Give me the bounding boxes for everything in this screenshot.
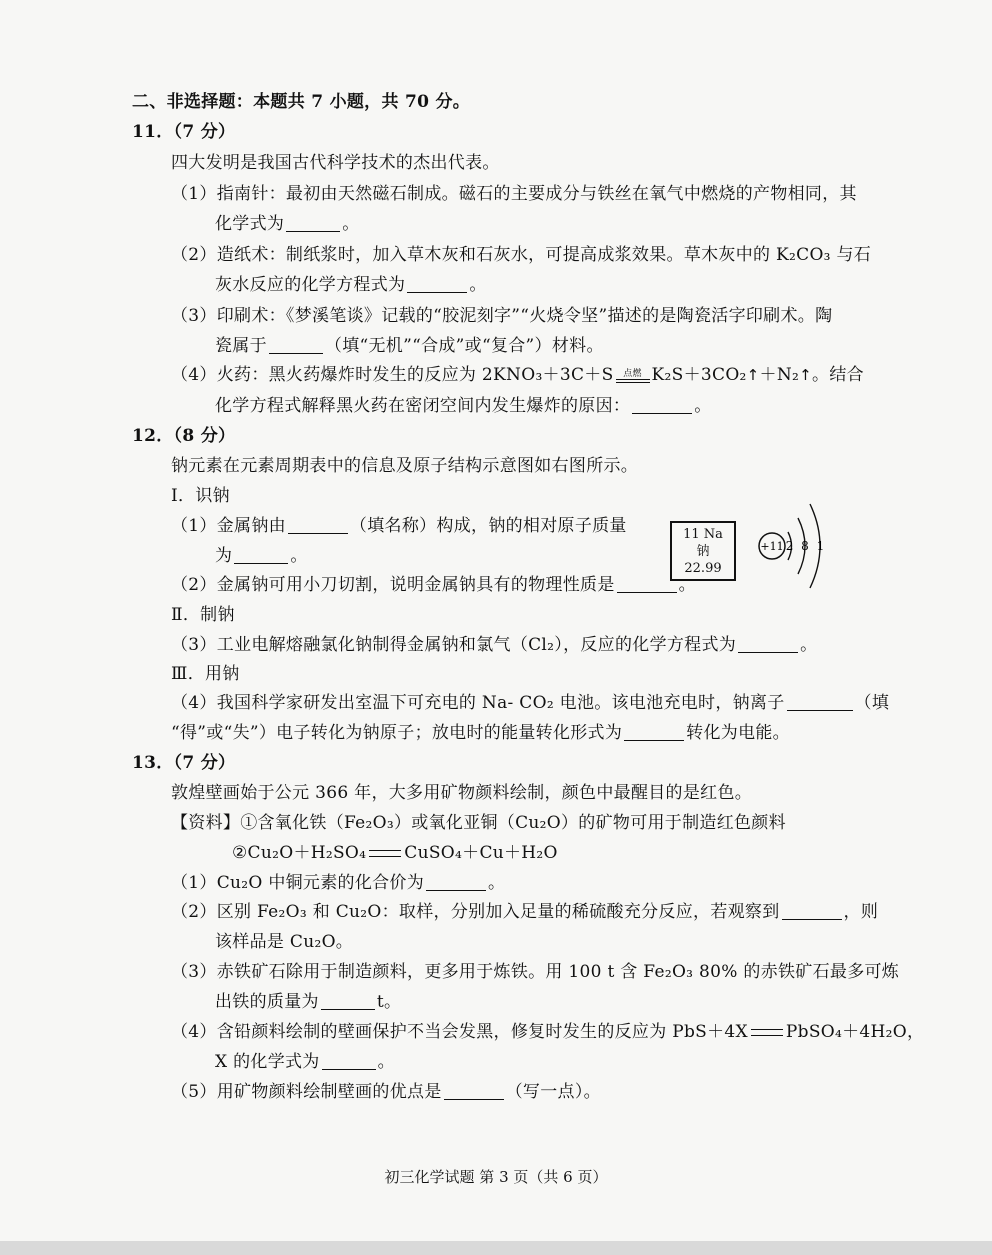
q13-p3-line2 [215,990,401,1014]
q13-p5-end: （写一点）。 [505,1082,601,1102]
section-heading: 二、非选择题：本题共 7 小题，共 70 分。 [132,92,471,112]
q11-p3-blank[interactable] [269,335,323,354]
q13-info2-reactants: ②Cu₂O＋H₂SO₄ [232,843,367,863]
electron-counts: 2 8 1 [785,539,827,553]
q13-p4-reactants: （4）含铅颜料绘制的壁画保护不当会发黑，修复时发生的反应为 PbS＋4X [171,1022,748,1042]
q12-p2-text: （2）金属钠可用小刀切割，说明金属钠具有的物理性质是 [171,575,615,595]
element-number: 11 [683,527,700,542]
q11-p1-line2 [215,212,360,236]
q13-p5-text: （5）用矿物颜料绘制壁画的优点是 [171,1082,442,1102]
q11-p3-line2 [215,334,604,358]
page-footer: 初三化学试题 第 3 页（共 6 页） [384,1168,608,1186]
q13-p2-line1 [171,900,878,924]
q11-p3-line1: （3）印刷术：《梦溪笔谈》记载的“胶泥刻字”“火烧令坚”描述的是陶瓷活字印刷术。陶 [171,306,833,326]
q12-section1: Ⅰ．识钠 [171,486,230,506]
q11-p2-end: 。 [469,275,487,295]
q11-p4-blank[interactable] [632,395,692,414]
q11-p1-line1: （1）指南针：最初由天然磁石制成。磁石的主要成分与铁丝在氧气中燃烧的产物相同，其 [171,184,857,204]
q12-p2-blank[interactable] [617,574,677,593]
q11-p4-end2: 。 [694,396,712,416]
nucleus-charge: +11 [760,540,784,553]
q13-p4-line2 [215,1050,395,1074]
q11-p4-products: K₂S＋3CO₂ [651,365,747,385]
q12-p4-end: 转化为电能。 [686,723,790,743]
q11-p2-blank[interactable] [407,274,467,293]
q12-section3: Ⅲ．用钠 [171,664,240,684]
q12-p1-text: （1）金属钠由 [171,516,286,536]
q13-p3-unit: t。 [376,992,402,1012]
q13-intro: 敦煌壁画始于公元 366 年，大多用矿物颜料绘制，颜色中最醒目的是红色。 [171,783,753,803]
q12-p4-text: （4）我国科学家研发出室温下可充电的 Na- CO₂ 电池。该电池充电时，钠离子 [171,693,785,713]
q12-p1-rest: （填名称）构成，钠的相对原子质量 [349,516,627,536]
q13-p2-blank[interactable] [782,901,842,920]
q11-p4-end: 。结合 [812,365,864,385]
q12-p3-text: （3）工业电解熔融氯化钠制得金属钠和氯气（Cl₂），反应的化学方程式为 [171,635,737,655]
q12-p1-line2 [215,544,308,568]
q13-info1: 【资料】①含氧化铁（Fe₂O₃）或氧化亚铜（Cu₂O）的矿物可用于制造红色颜料 [171,813,786,833]
q13-p4-products: PbSO₄＋4H₂O， [785,1022,925,1042]
q11-p2-line1: （2）造纸术：制纸浆时，加入草木灰和石灰水，可提高成浆效果。草木灰中的 K₂CO₃ 与石 [171,245,872,265]
scan-edge [0,1241,992,1255]
q11-p4-reactants: （4）火药：黑火药爆炸时发生的反应为 2KNO₃＋3C＋S [171,365,614,385]
ignition-label: 点燃 [623,368,642,379]
q11-p1-end: 。 [342,214,360,234]
ignition-condition [616,369,650,383]
q12-p1-end: 。 [290,546,308,566]
q13-p3-blank[interactable] [321,991,375,1010]
q11-intro: 四大发明是我国古代科学技术的杰出代表。 [171,153,500,173]
q13-p1-end: 。 [488,873,506,893]
q13-info2 [232,841,558,865]
q12-p1-blank[interactable] [288,515,348,534]
q11-header: 11．（7 分） [132,122,236,142]
equals-bar [616,379,650,383]
q12-p4-blank1[interactable] [787,692,853,711]
element-symbol: Na [703,527,723,542]
q11-p2-line2 [215,273,487,297]
q12-p4-line2 [171,721,790,745]
q12-intro: 钠元素在元素周期表中的信息及原子结构示意图如右图所示。 [171,456,639,476]
q13-p3-text: 出铁的质量为 [215,992,319,1012]
q12-p1-blank2[interactable] [234,545,288,564]
q13-p4-end: 。 [377,1052,395,1072]
q12-p4-line1 [171,691,889,715]
q13-p1 [171,871,505,895]
q13-p2-line2: 该样品是 Cu₂O。 [215,932,354,952]
sodium-atom-diagram [754,496,834,596]
q13-info2-products: CuSO₄＋Cu＋H₂O [404,843,558,863]
q12-section2: Ⅱ．制钠 [171,605,235,625]
q12-p1-text2: 为 [215,546,233,566]
q11-p4-text: 化学方程式解释黑火药在密闭空间内发生爆炸的原因： [215,396,631,416]
q13-header: 13．（7 分） [132,753,236,773]
q12-p2-end: 。 [678,575,696,595]
q13-p5-blank[interactable] [444,1081,504,1100]
q13-p1-blank[interactable] [426,872,486,891]
q11-p4-line1 [171,363,864,387]
q12-header: 12．（8 分） [132,426,236,446]
equals-sign [751,1029,783,1036]
q13-p3-line1: （3）赤铁矿石除用于制造颜料，更多用于炼铁。用 100 t 含 Fe₂O₃ 80% 的赤铁矿石最多可炼 [171,962,900,982]
q12-p3 [171,633,817,657]
equals-sign [369,850,401,857]
q11-p3-text: 瓷属于 [215,336,267,356]
q11-p4-line2 [215,394,712,418]
q11-p4-n2: ＋N₂ [759,365,800,385]
q12-p3-end: 。 [800,635,818,655]
q13-p4-blank[interactable] [322,1051,376,1070]
gas-arrow-icon: ↑ [799,366,813,384]
q11-p2-text: 灰水反应的化学方程式为 [215,275,406,295]
gas-arrow-icon: ↑ [746,366,760,384]
q12-p4-text2: “得”或“失”）电子转化为钠原子；放电时的能量转化形式为 [171,723,623,743]
q13-p2-text: （2）区别 Fe₂O₃ 和 Cu₂O：取样，分别加入足量的稀硫酸充分反应，若观察到 [171,902,780,922]
q12-p3-blank[interactable] [738,634,798,653]
element-number-symbol [672,527,734,544]
q12-p4-blank2[interactable] [624,722,684,741]
q12-p4-fill: （填 [854,693,890,713]
q13-p2-end: ，则 [843,902,879,922]
q11-p1-blank[interactable] [286,213,340,232]
q13-p1-text: （1）Cu₂O 中铜元素的化合价为 [171,873,425,893]
q13-p4-text: X 的化学式为 [215,1052,320,1072]
q13-p5 [171,1080,601,1104]
q12-p1-line1 [171,514,627,538]
periodic-table-cell [670,521,736,581]
q13-p4-line1 [171,1020,924,1044]
element-name: 钠 [696,544,710,559]
q12-p2 [171,573,696,597]
element-mass: 22.99 [684,561,722,576]
q11-p1-text: 化学式为 [215,214,285,234]
q11-p3-end: （填“无机”“合成”或“复合”）材料。 [324,336,604,356]
